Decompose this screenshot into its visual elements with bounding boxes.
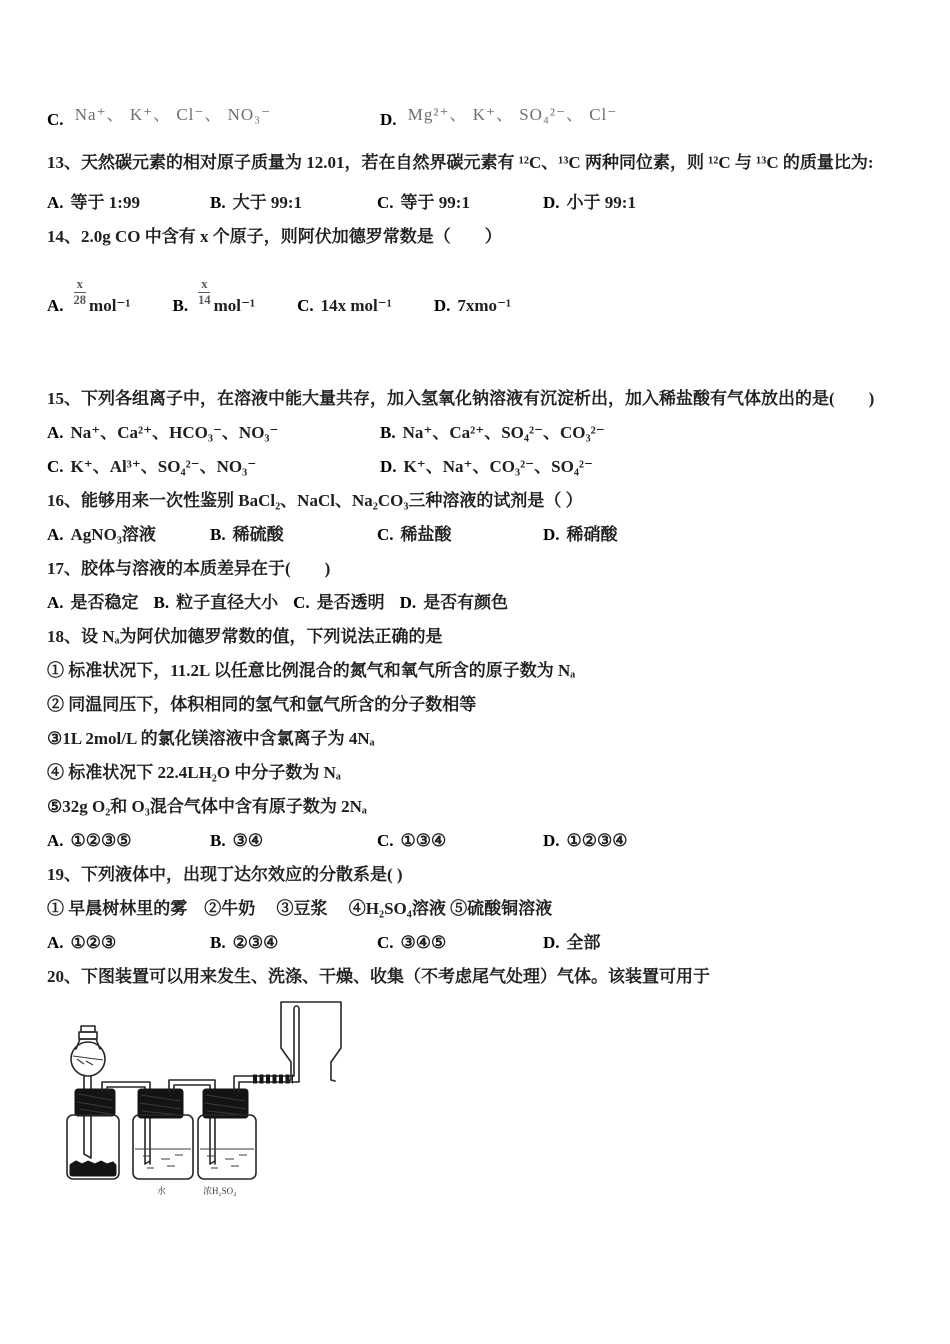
option-letter: A. — [47, 423, 64, 442]
question-18-options — [47, 824, 930, 858]
wash-bottle-2-label: 浓H₂SO₄ — [203, 1186, 237, 1196]
question-18-item-1: ① 标准状况下，11.2L 以任意比例混合的氮气和氧气所含的原子数为 Nₐ — [47, 661, 576, 680]
delivery-tube-3 — [234, 1006, 299, 1091]
option-letter: B. — [210, 525, 226, 544]
option-text: ①③④ — [400, 831, 447, 850]
option-letter: A. — [47, 525, 64, 544]
question-19-stem: 19、下列液体中，出现丁达尔效应的分散系是( ) — [47, 865, 403, 884]
option-text: 大于 99:1 — [232, 193, 303, 212]
option-d — [543, 926, 930, 960]
option-text: ③④ — [232, 831, 264, 850]
option-letter: C. — [377, 831, 394, 850]
question-13-options — [47, 186, 930, 220]
question-14-options — [47, 254, 930, 316]
question-18-item-5: ⑤32g O₂和 O₃混合气体中含有原子数为 2Nₐ — [47, 797, 367, 816]
option-letter: B. — [172, 296, 189, 315]
question-18-item-2: ② 同温同压下，体积相同的氢气和氩气所含的分子数相等 — [47, 695, 477, 714]
option-text: 稀盐酸 — [400, 525, 452, 544]
collection-bottle — [281, 1002, 341, 1081]
fraction-denominator: 14 — [198, 292, 211, 307]
option-letter: A. — [47, 933, 64, 952]
option-d — [434, 296, 511, 316]
question-18-stem: 18、设 Nₐ为阿伏加德罗常数的值，下列说法正确的是 — [47, 627, 443, 646]
option-b — [210, 518, 377, 552]
option-b — [154, 586, 279, 620]
carryover-options-row — [47, 102, 930, 138]
option-text: 是否有颜色 — [423, 593, 509, 612]
question-16-options — [47, 518, 930, 552]
option-d — [543, 186, 930, 220]
question-15-stem: 15、下列各组离子中，在溶液中能大量共存，加入氢氧化钠溶液有沉淀析出，加入稀盐酸有气体放出的是( ) — [47, 389, 875, 408]
question-15-options-row-1 — [47, 416, 930, 450]
option-text: ①②③⑤ — [70, 831, 132, 850]
question-19-items: ① 早晨树林里的雾 ②牛奶 ③豆浆 ④H₂SO₄溶液 ⑤硫酸铜溶液 — [47, 899, 553, 918]
fraction — [198, 277, 211, 307]
option-letter: C. — [47, 457, 64, 476]
question-19-options — [47, 926, 930, 960]
carryover-option-c — [47, 102, 380, 138]
option-a — [47, 926, 210, 960]
option-a — [47, 277, 131, 316]
option-letter: D. — [380, 110, 397, 129]
option-text: 是否透明 — [316, 593, 385, 612]
option-d — [400, 586, 509, 620]
option-letter: D. — [380, 457, 397, 476]
question-15-options-row-2 — [47, 450, 930, 484]
fraction-numerator: x — [74, 277, 86, 292]
option-b — [210, 926, 377, 960]
option-text: 等于 99:1 — [400, 193, 470, 212]
option-letter: D. — [399, 593, 417, 612]
question-13-stem: 13、天然碳元素的相对原子质量为 12.01，若在自然界碳元素有 ¹²C、¹³C 两种同位素，则 ¹²C 与 ¹³C 的质量比为: — [47, 153, 874, 172]
option-text: 7xmo⁻¹ — [457, 296, 512, 315]
option-b — [172, 277, 256, 316]
option-text: ①②③④ — [566, 831, 628, 850]
option-text: 是否稳定 — [70, 593, 139, 612]
option-a — [47, 186, 210, 220]
option-text: K⁺、Na⁺、CO₃²⁻、SO₄²⁻ — [403, 457, 593, 476]
option-text: 等于 1:99 — [70, 193, 140, 212]
option-text: 稀硫酸 — [232, 525, 284, 544]
option-d — [543, 824, 930, 858]
option-text: ③④⑤ — [400, 933, 447, 952]
fraction-numerator: x — [198, 277, 210, 292]
wash-bottle-water — [133, 1089, 193, 1196]
option-text: 全部 — [566, 933, 601, 952]
generator-bottle — [67, 1089, 119, 1179]
option-letter: A. — [47, 296, 64, 315]
option-text: ①②③ — [70, 933, 117, 952]
option-c — [293, 586, 385, 620]
option-c — [297, 296, 392, 316]
wash-bottle-1-label: 水 — [157, 1186, 167, 1196]
blank-gap — [47, 316, 930, 382]
option-letter: D. — [543, 525, 560, 544]
option-letter: D. — [543, 831, 560, 850]
question-16-stem: 16、能够用来一次性鉴别 BaCl₂、NaCl、Na₂CO₃三种溶液的试剂是（ ） — [47, 491, 583, 510]
option-a — [47, 586, 139, 620]
option-letter: B. — [210, 831, 226, 850]
question-14-stem: 14、2.0g CO 中含有 x 个原子，则阿伏加德罗常数是（ ） — [47, 227, 502, 246]
question-17-stem: 17、胶体与溶液的本质差异在于( ) — [47, 559, 331, 578]
option-a — [47, 416, 380, 450]
option-letter: A. — [47, 193, 64, 212]
option-a — [47, 824, 210, 858]
option-a — [47, 518, 210, 552]
option-unit: mol⁻¹ — [213, 296, 256, 315]
gas-apparatus-diagram — [53, 996, 383, 1201]
apparatus-figure — [53, 996, 930, 1206]
option-text: AgNO₃溶液 — [70, 525, 156, 544]
option-letter: D. — [543, 193, 560, 212]
carryover-option-d — [380, 102, 930, 138]
question-17-options — [47, 586, 930, 620]
fraction-denominator: 28 — [73, 292, 87, 307]
option-unit: mol⁻¹ — [89, 296, 131, 315]
option-letter: D. — [543, 933, 560, 952]
option-text: 稀硝酸 — [566, 525, 618, 544]
option-letter: C. — [47, 110, 64, 129]
option-text: ②③④ — [232, 933, 279, 952]
option-text: 粒子直径大小 — [176, 593, 279, 612]
option-letter: A. — [47, 831, 64, 850]
option-text: Na⁺、Ca²⁺、SO₄²⁻、CO₃²⁻ — [402, 423, 605, 442]
question-20-stem: 20、下图装置可以用来发生、洗涤、干燥、收集（不考虑尾气处理）气体。该装置可用于 — [47, 967, 710, 986]
wash-bottle-acid — [198, 1089, 256, 1196]
option-d — [543, 518, 930, 552]
option-b — [210, 186, 377, 220]
option-letter: C. — [293, 593, 310, 612]
option-text: Na⁺、Ca²⁺、HCO₃⁻、NO₃⁻ — [70, 423, 279, 442]
option-letter: C. — [297, 296, 314, 315]
option-letter: C. — [377, 933, 394, 952]
option-letter: B. — [210, 193, 226, 212]
option-c — [377, 518, 543, 552]
question-18-item-3: ③1L 2mol/L 的氯化镁溶液中含氯离子为 4Nₐ — [47, 729, 375, 748]
option-text: 14x mol⁻¹ — [320, 296, 392, 315]
option-c — [377, 186, 543, 220]
option-letter: C. — [377, 193, 394, 212]
fraction — [74, 277, 87, 307]
option-c — [377, 926, 543, 960]
option-text: 小于 99:1 — [566, 193, 636, 212]
option-letter: B. — [380, 423, 396, 442]
option-letter: C. — [377, 525, 394, 544]
option-c — [377, 824, 543, 858]
option-b — [380, 416, 930, 450]
option-d — [380, 450, 930, 484]
option-letter: B. — [153, 593, 170, 612]
option-c — [47, 450, 380, 484]
ion-list: Mg²⁺、 K⁺、 SO₄²⁻、 Cl⁻ — [407, 105, 618, 124]
option-letter: D. — [433, 296, 451, 315]
question-18-item-4: ④ 标准状况下 22.4LH₂O 中分子数为 Nₐ — [47, 763, 341, 782]
option-b — [210, 824, 377, 858]
option-text: K⁺、Al³⁺、SO₄²⁻、NO₃⁻ — [70, 457, 257, 476]
ion-list: Na⁺、 K⁺、 Cl⁻、 NO₃⁻ — [74, 105, 272, 124]
option-letter: B. — [210, 933, 226, 952]
option-letter: A. — [47, 593, 64, 612]
